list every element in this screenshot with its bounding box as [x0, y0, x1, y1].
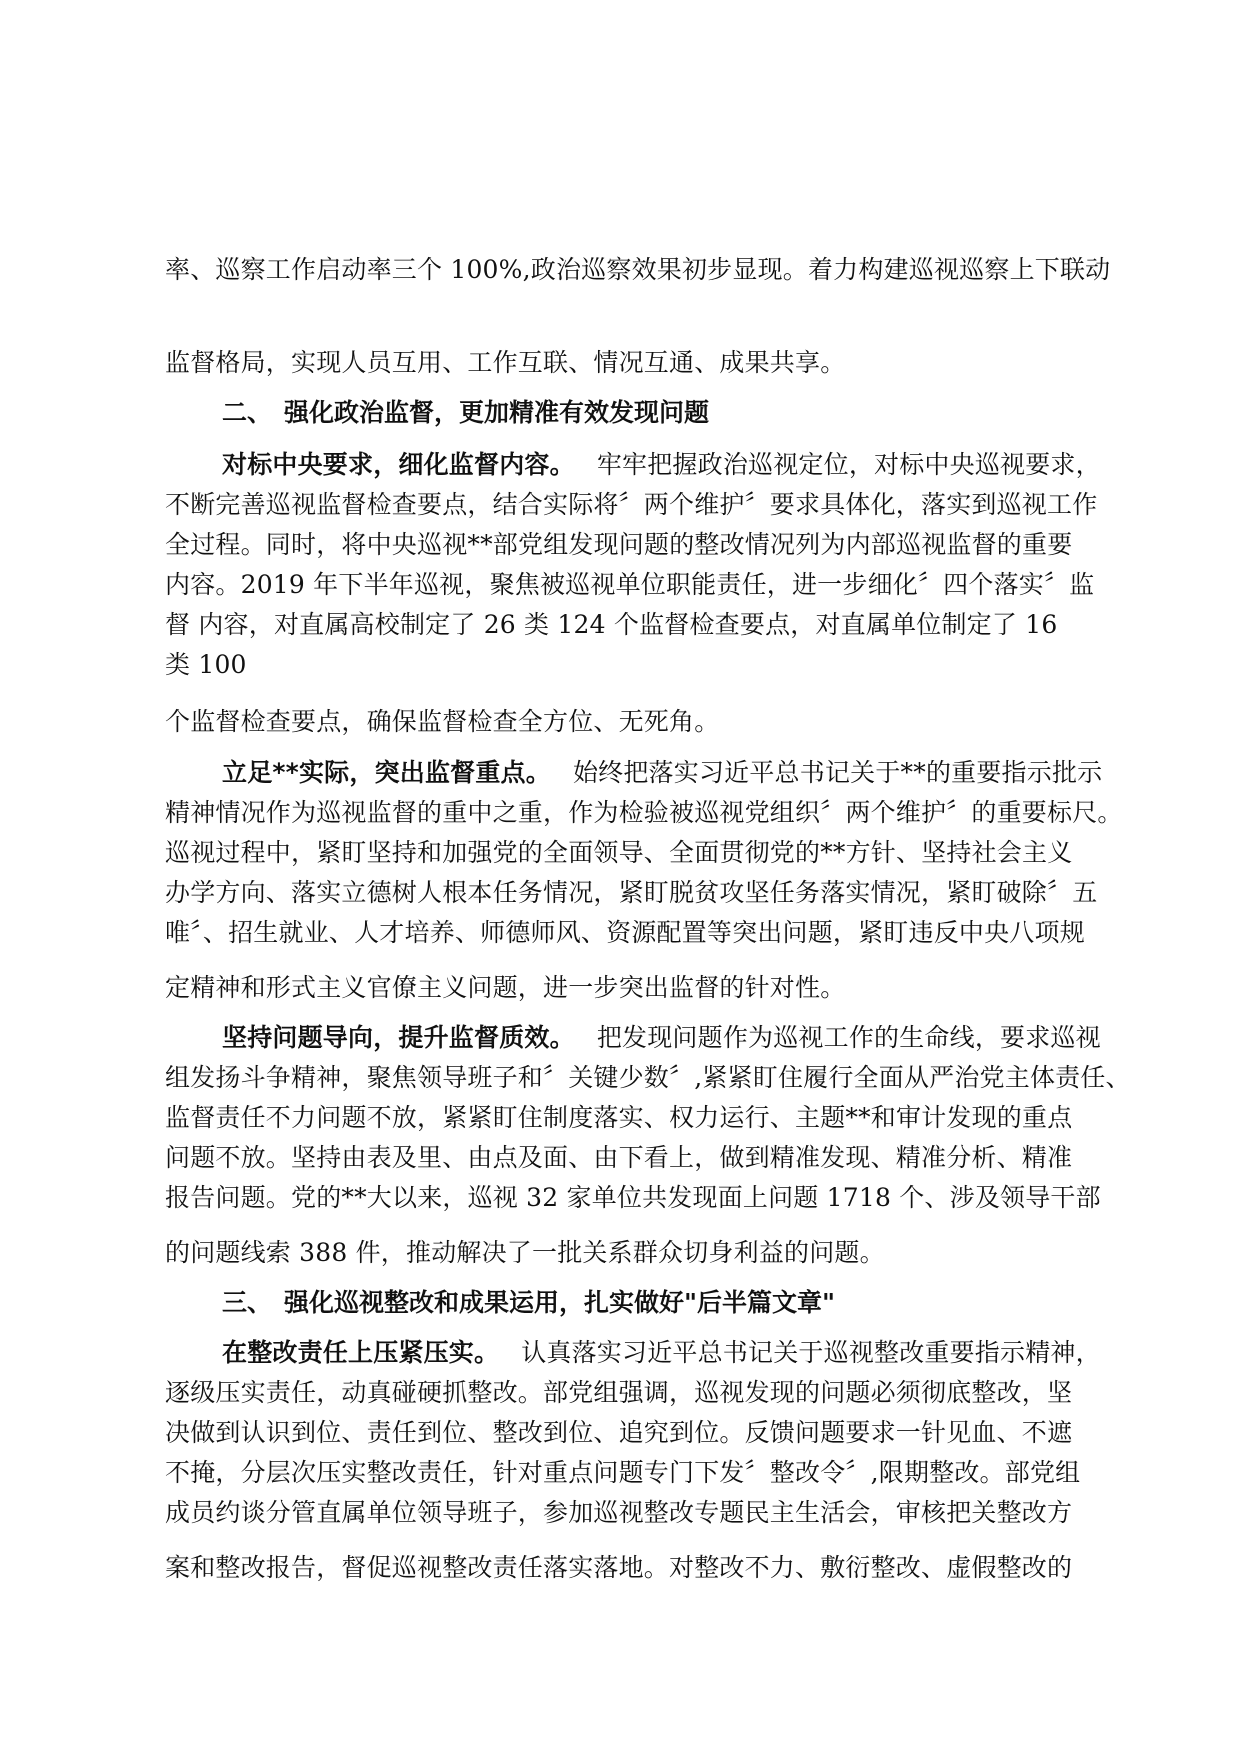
text-line: 定精神和形式主义官僚主义问题，进一步突出监督的针对性。	[165, 973, 846, 1002]
section-heading-2	[222, 393, 709, 433]
text-line: 问题不放。坚持由表及里、由点及面、由下看上，做到精准发现、精准分析、精准	[165, 1143, 1073, 1172]
section-number: 二、	[222, 398, 273, 427]
text-line: 的问题线索 388 件，推动解决了一批关系群众切身利益的问题。	[165, 1238, 885, 1267]
text-line: 督 内容，对直属高校制定了 26 类 124 个监督检查要点，对直属单位制定了 16	[165, 610, 1058, 639]
text-line: 不断完善巡视监督检查要点，结合实际将〞两个维护〞要求具体化，落实到巡视工作	[165, 490, 1098, 519]
section-title: 强化巡视整改和成果运用，扎实做好"后半篇文章"	[284, 1288, 836, 1317]
text-line: 监督格局，实现人员互用、工作互联、情况互通、成果共享。	[165, 348, 846, 377]
text-line: 组发扬斗争精神，聚焦领导班子和〞关键少数〞,紧紧盯住履行全面从严治党主体责任、	[165, 1063, 1131, 1092]
paragraph-lead: 在整改责任上压紧压实。	[222, 1338, 500, 1367]
paragraph-first-line	[222, 445, 1101, 485]
paragraph-lead: 对标中央要求，细化监督内容。	[222, 450, 575, 479]
text-line: 不掩，分层次压实整改责任，针对重点问题专门下发〞整改令〞,限期整改。部党组	[165, 1458, 1081, 1487]
text-line: 逐级压实责任，动真碰硬抓整改。部党组强调，巡视发现的问题必须彻底整改，坚	[165, 1378, 1073, 1407]
text-line: 案和整改报告，督促巡视整改责任落实落地。对整改不力、敷衍整改、虚假整改的	[165, 1553, 1073, 1582]
text-line: 把发现问题作为巡视工作的生命线，要求巡视	[596, 1023, 1101, 1052]
paragraph-lead: 坚持问题导向，提升监督质效。	[222, 1023, 575, 1052]
paragraph-first-line	[222, 1018, 1101, 1058]
text-line: 办学方向、落实立德树人根本任务情况，紧盯脱贫攻坚任务落实情况，紧盯破除〞五	[165, 878, 1098, 907]
text-line: 巡视过程中，紧盯坚持和加强党的全面领导、全面贯彻党的**方针、坚持社会主义	[165, 838, 1073, 867]
text-line: 报告问题。党的**大以来，巡视 32 家单位共发现面上问题 1718 个、涉及领导干部	[165, 1183, 1101, 1212]
text-line: 始终把落实习近平总书记关于**的重要指示批示	[572, 758, 1103, 787]
text-line: 率、巡察工作启动率三个 100%,政治巡察效果初步显现。着力构建巡视巡察上下联动	[165, 255, 1111, 284]
paragraph-lead: 立足**实际，突出监督重点。	[222, 758, 551, 787]
text-line: 监督责任不力问题不放，紧紧盯住制度落实、权力运行、主题**和审计发现的重点	[165, 1103, 1073, 1132]
text-line: 类 100	[165, 650, 247, 679]
text-line: 内容。2019 年下半年巡视，聚焦被巡视单位职能责任，进一步细化〞四个落实〞监	[165, 570, 1095, 599]
text-line: 个监督检查要点，确保监督检查全方位、无死角。	[165, 707, 720, 736]
paragraph-first-line	[222, 753, 1103, 793]
text-line: 唯〞、招生就业、人才培养、师德师风、资源配置等突出问题，紧盯违反中央八项规	[165, 918, 1085, 947]
paragraph-first-line	[222, 1333, 1101, 1373]
text-line: 精神情况作为巡视监督的重中之重，作为检验被巡视党组织〞两个维护〞的重要标尺。	[165, 798, 1123, 827]
section-title: 强化政治监督，更加精准有效发现问题	[284, 398, 710, 427]
text-line: 全过程。同时，将中央巡视**部党组发现问题的整改情况列为内部巡视监督的重要	[165, 530, 1073, 559]
text-line: 认真落实习近平总书记关于巡视整改重要指示精神，	[521, 1338, 1101, 1367]
text-line: 成员约谈分管直属单位领导班子，参加巡视整改专题民主生活会，审核把关整改方	[165, 1498, 1073, 1527]
section-heading-3	[222, 1283, 835, 1323]
text-line: 牢牢把握政治巡视定位，对标中央巡视要求，	[596, 450, 1101, 479]
text-line: 决做到认识到位、责任到位、整改到位、追究到位。反馈问题要求一针见血、不遮	[165, 1418, 1073, 1447]
section-number: 三、	[222, 1288, 273, 1317]
